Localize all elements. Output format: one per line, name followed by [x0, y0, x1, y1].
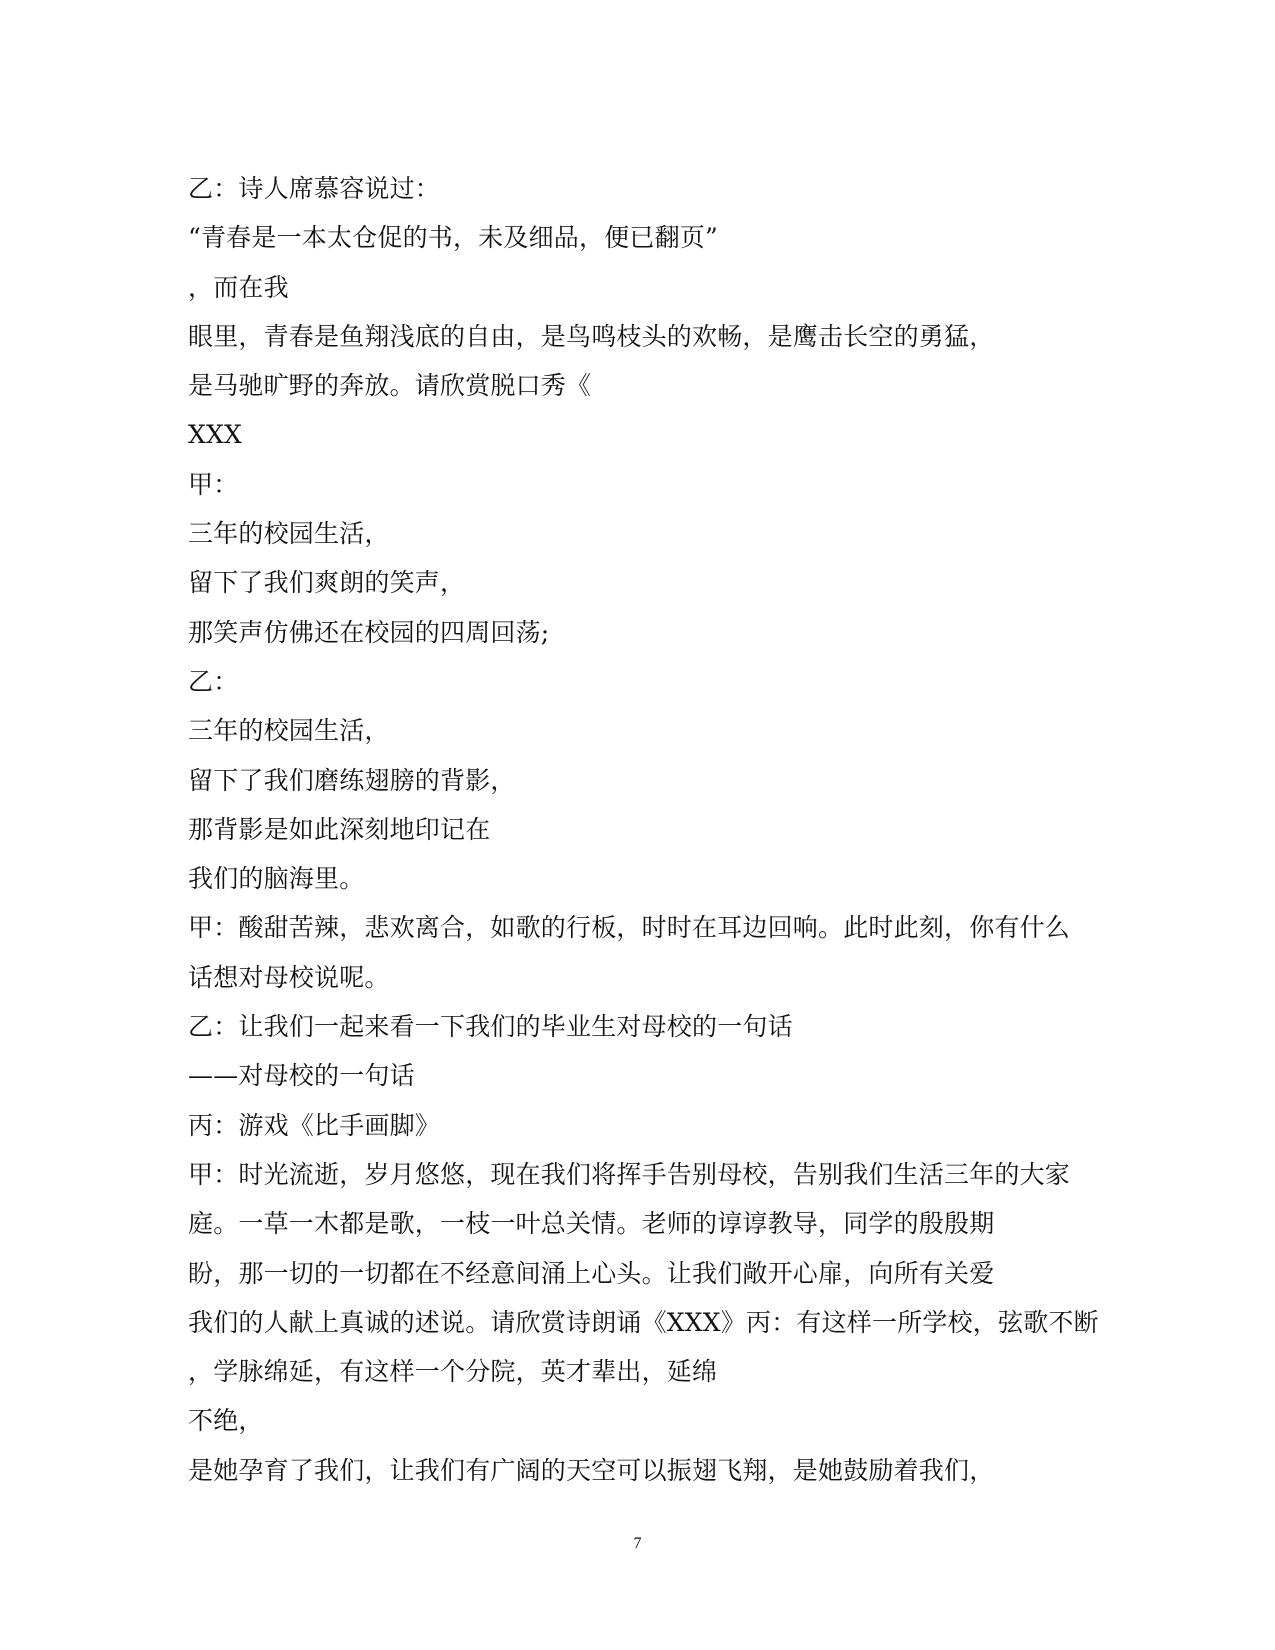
text-line: XXX [188, 420, 242, 450]
text-line: ，学脉绵延，有这样一个分院，英才辈出，延绵 [188, 1357, 718, 1387]
text-line: 是马驰旷野的奔放。请欣赏脱口秀《 [188, 371, 592, 401]
text-line: 甲：酸甜苦辣，悲欢离合，如歌的行板，时时在耳边回响。此时此刻，你有什么 [188, 913, 1071, 943]
text-line: 我们的人献上真诚的述说。请欣赏诗朗诵《XXX》丙：有这样一所学校，弦歌不断 [188, 1307, 1099, 1337]
text-line: “青春是一本太仓促的书，未及细品，便已翻页” [188, 223, 718, 253]
text-line: 留下了我们磨练翅膀的背影， [188, 765, 516, 795]
text-line: 留下了我们爽朗的笑声， [188, 568, 466, 598]
text-line: 眼里，青春是鱼翔浅底的自由，是鸟鸣枝头的欢畅，是鹰击长空的勇猛， [188, 321, 995, 351]
text-line: 甲： [188, 469, 239, 499]
text-line: 甲：时光流逝，岁月悠悠，现在我们将挥手告别母校，告别我们生活三年的大家 [188, 1159, 1071, 1189]
text-line: 三年的校园生活， [188, 519, 390, 549]
text-line: 三年的校园生活， [188, 716, 390, 746]
text-line: 乙：诗人席慕容说过： [188, 174, 441, 203]
text-line: 丙：游戏《比手画脚》 [188, 1110, 441, 1140]
text-line: 那背影是如此深刻地印记在 [188, 814, 491, 844]
text-line: 是她孕育了我们，让我们有广阔的天空可以振翅飞翔，是她鼓励着我们， [188, 1455, 995, 1485]
text-line: 盼，那一切的一切都在不经意间涌上心头。让我们敞开心扉，向所有关爱 [188, 1258, 995, 1288]
page-number: 7 [633, 1535, 642, 1552]
text-line: 话想对母校说呢。 [188, 962, 390, 992]
text-line: ——对母校的一句话 [188, 1061, 415, 1091]
text-line: 我们的脑海里。 [188, 864, 365, 894]
text-line: 庭。一草一木都是歌，一枝一叶总关情。老师的谆谆教导，同学的殷殷期 [188, 1209, 995, 1239]
text-line: ，而在我 [188, 272, 289, 302]
text-line: 那笑声仿佛还在校园的四周回荡; [188, 617, 550, 647]
document-body [188, 164, 1099, 1495]
text-line: 乙：让我们一起来看一下我们的毕业生对母校的一句话 [188, 1012, 793, 1042]
text-line: 不绝， [188, 1406, 264, 1436]
text-line: 乙： [188, 666, 239, 696]
